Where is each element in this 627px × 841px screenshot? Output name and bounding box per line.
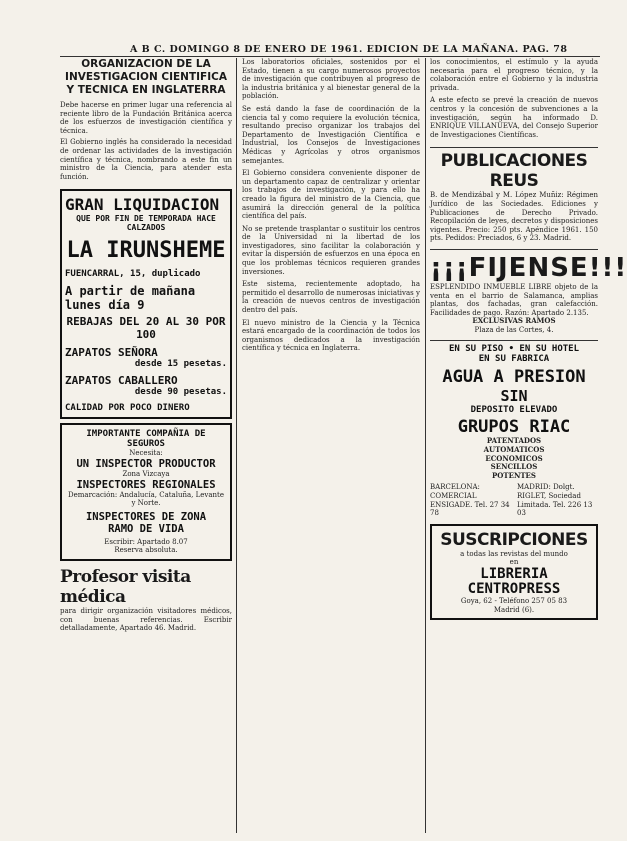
ad-feature: PATENTADOS — [486, 436, 542, 446]
ad-text: Necesita: — [129, 449, 163, 458]
ad-feature: AUTOMATICOS — [483, 445, 545, 455]
ad-address: Plaza de las Cortes, 4. — [474, 325, 554, 334]
ad-text: Demarcación: Andalucía, Cataluña, Levante y Norte. — [68, 490, 224, 508]
article-paragraph: El nuevo ministro de la Ciencia y la Técnica estará encargado de la coordinación de todos los organismos dedicados a la investigación científica y técnica en Inglaterra. — [242, 318, 420, 353]
ad-slogan: CALIDAD POR POCO DINERO — [65, 403, 190, 414]
ad-subline: DEPOSITO ELEVADO — [470, 405, 558, 416]
ad-subline: EN SU PISO • EN SU HOTEL — [448, 344, 580, 355]
ad-text: Escribir: Apartado 8.07 — [104, 537, 188, 546]
ad-brand: GRUPOS RIAC — [457, 417, 571, 438]
ad-feature: POTENTES — [492, 470, 536, 480]
ad-contact: MADRID: Dolgt. RIGLET, Sociedad Limitada. Tel. 226 13 03 — [517, 483, 593, 518]
ad-publicaciones — [430, 147, 598, 243]
ad-headline: SIN — [500, 387, 528, 406]
article-paragraph: Este sistema, recientemente adoptado, ha permitido el desarrollo de numerosas iniciativas y la creación de nuevos centros de investigación dentro del país. — [242, 280, 420, 315]
ad-headline: AGUA A PRESION — [442, 367, 586, 388]
ad-price: desde 15 pesetas. — [134, 359, 227, 370]
ad-item: ZAPATOS CABALLERO — [65, 374, 178, 388]
column-1 — [60, 58, 232, 833]
article-paragraph: Se está dando la fase de coordinación de la ciencia tal y como requiere la evolución técnica, resultando preciso organizar los trabajos del Departamento de Investigación Científica e Industrial, los Consejos de Investigaciones Médicas y Agrícolas y otros organismos semejantes. — [242, 104, 420, 165]
ad-headline: IMPORTANTE COMPAÑIA DE SEGUROS — [86, 429, 206, 450]
ad-position: RAMO DE VIDA — [108, 522, 184, 535]
article-paragraph: No se pretende trasplantar o sustituir los centros de la Universidad ni la libertad de los investigadores, sino facilitar la colaboración y evitar la dispersión de esfuerzos en una época en que los problemas técnicos requieren grandes inversiones. — [242, 224, 420, 276]
article-paragraph: El Gobierno inglés ha considerado la necesidad de ordenar las actividades de la investigación científica y técnica, nombrando a este fin un ministro de la Ciencia, para atender esta función. — [60, 138, 232, 181]
ad-brand: LIBRERIA CENTROPRESS — [467, 566, 561, 597]
ad-subline: QUE POR FIN DE TEMPORADA HACE CALZADOS — [76, 214, 216, 233]
ad-contact: Madrid (6). — [493, 605, 535, 614]
ad-price: desde 90 pesetas. — [134, 387, 227, 398]
ad-text: a todas las revistas del mundo — [460, 549, 568, 558]
ad-liquidacion — [60, 189, 232, 419]
ad-headline: Profesor visita médica — [60, 566, 191, 607]
ad-agency: EXCLUSIVAS RAMOS — [472, 316, 556, 326]
ad-headline: PUBLICACIONES REUS — [440, 151, 588, 192]
ad-position: INSPECTORES REGIONALES — [76, 478, 216, 491]
col-divider-2 — [425, 58, 426, 833]
ad-text: para dirigir organización visitadores médicos, con buenas referencias. Escribir detalladamente, Apartado 46. Madrid. — [60, 606, 232, 633]
ad-agua-presion — [430, 340, 598, 517]
ad-text: Zona Vizcaya — [122, 469, 170, 478]
ad-suscripciones — [430, 524, 598, 620]
ad-subline: EN SU FABRICA — [478, 354, 550, 365]
ad-feature: ECONOMICOS — [485, 453, 543, 463]
article-title: ORGANIZACION DE LA INVESTIGACION CIENTIFICA Y TECNICA EN INGLATERRA — [65, 58, 227, 96]
ad-position: UN INSPECTOR PRODUCTOR — [76, 457, 216, 470]
article-paragraph: A este efecto se prevé la creación de nuevos centros y la concesión de subvenciones a la investigación, según ha informado D. ENRIQUE VILLANUEVA, del Consejo Superior de Investigaciones Científicas. — [430, 96, 598, 139]
ad-address: FUENCARRAL, 15, duplicado — [65, 269, 201, 280]
article-paragraph: los conocimientos, el estímulo y la ayuda necesaria para el progreso técnico, y la colaboración entre el Gobierno y la industria privada. — [430, 58, 598, 92]
ad-text: B. de Mendizábal y M. López Muñiz: Régimen Jurídico de las Sociedades. Ediciones y Publicaciones de Derecho Privado. Recopilación de leyes, decretos y disposiciones vigentes. Precio: 250 pts. Apéndice 1961. 150 pts. Pedidos: Preciados, 6 y 23. Madrid. — [430, 191, 598, 243]
column-3 — [430, 58, 627, 833]
article-paragraph: Debe hacerse en primer lugar una referencia al reciente libro de la Fundación Británica acerca de los esfuerzos de investigación científica y técnica. — [60, 101, 232, 135]
ad-position: INSPECTORES DE ZONA — [85, 510, 207, 523]
ad-headline: ¡¡¡FIJENSE!!! — [430, 252, 627, 283]
ad-feature: SENCILLOS — [490, 462, 538, 472]
column-2 — [242, 58, 420, 833]
article-paragraph: Los laboratorios oficiales, sostenidos por el Estado, tienen a su cargo numerosos proyectos de investigación que contribuyen al progreso de la industria británica y al bienestar general de la población. — [242, 58, 420, 101]
ad-brand: LA IRUNSHEME — [66, 238, 226, 264]
ad-item: ZAPATOS SEÑORA — [65, 346, 158, 360]
ad-text: en — [509, 558, 519, 567]
ad-contact: BARCELONA: COMERCIAL ENSIGADE. Tel. 27 34 78 — [430, 483, 510, 518]
ad-seguros — [60, 423, 232, 561]
ad-visita-medica — [60, 567, 232, 633]
ad-fijense — [430, 249, 627, 335]
ad-text: ESPLENDIDO INMUEBLE LIBRE objeto de la venta en el barrio de Salamanca, amplias plantas, dos fachadas, gran calefacción. Facilidades de pago. Razón: Apartado 2.135. — [430, 282, 598, 317]
col-divider-1 — [236, 58, 237, 833]
article-paragraph: El Gobierno considera conveniente disponer de un departamento capaz de centralizar y orientar los trabajos de investigación, y para ello ha creado la figura del ministro de la Ciencia, que asumirá la dirección general de la política científica del país. — [242, 169, 420, 221]
ad-contact: Goya, 62 - Teléfono 257 05 83 — [460, 597, 568, 605]
ad-discount: REBAJAS DEL 20 AL 30 POR 100 — [66, 315, 226, 342]
header-rule — [60, 56, 600, 57]
ad-headline: GRAN LIQUIDACION — [65, 195, 220, 215]
page-header: A B C. DOMINGO 8 DE ENERO DE 1961. EDICION DE LA MAÑANA. PAG. 78 — [130, 44, 568, 55]
ad-date: A partir de mañana lunes día 9 — [65, 284, 196, 313]
ad-text: Reserva absoluta. — [114, 546, 178, 555]
ad-headline: SUSCRIPCIONES — [440, 529, 588, 550]
